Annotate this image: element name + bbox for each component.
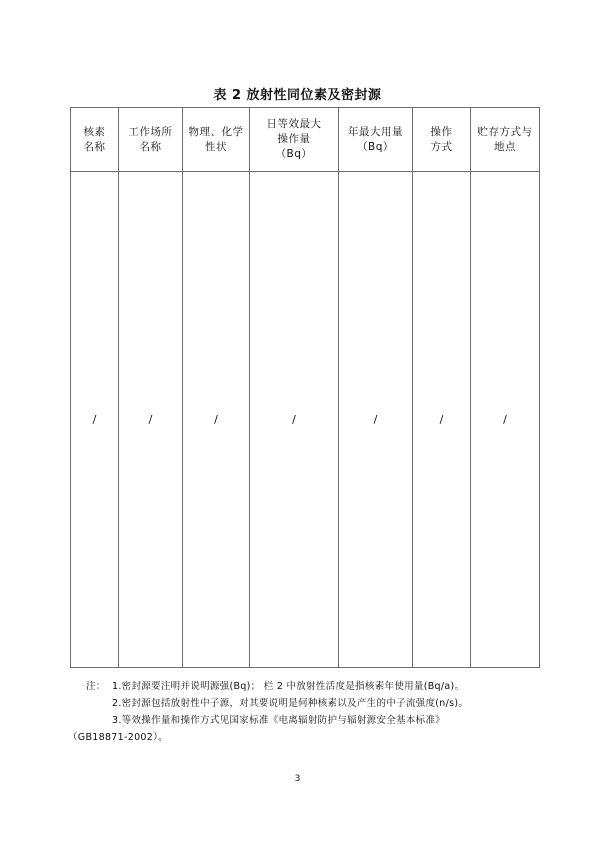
- header-daily-max-operation: 日等效最大 操作量 （Bq）: [250, 108, 339, 172]
- table-cell: /: [71, 172, 119, 668]
- table-row: [71, 172, 540, 668]
- header-annual-max-usage: 年最大用量 （Bq）: [339, 108, 413, 172]
- header-physical-chemical-state: 物理、化学 性状: [183, 108, 250, 172]
- notes-label: 注：: [86, 681, 106, 692]
- table-cell: /: [119, 172, 183, 668]
- header-nuclide-name: 核素 名称: [71, 108, 119, 172]
- page-number: 3: [294, 774, 301, 784]
- radioisotope-table: [70, 107, 540, 668]
- table-cell: /: [250, 172, 339, 668]
- table-cell: /: [413, 172, 471, 668]
- table-header-row: [71, 108, 540, 172]
- note-1: 1.密封源要注明并说明源强(Bq)； 栏 2 中放射性活度是指核素年使用量(Bq/a)。: [112, 681, 465, 692]
- note-3: 3.等效操作量和操作方式见国家标准《电离辐射防护与辐射源安全基本标准》: [112, 715, 446, 726]
- note-3-continuation: （GB18871-2002）。: [68, 732, 168, 743]
- table-notes: [68, 678, 526, 746]
- table-cell: /: [183, 172, 250, 668]
- header-workplace-name: 工作场所 名称: [119, 108, 183, 172]
- table-title: 表 2 放射性同位素及密封源: [213, 88, 382, 103]
- header-operation-mode: 操作 方式: [413, 108, 471, 172]
- table-cell: /: [339, 172, 413, 668]
- table-cell: /: [471, 172, 540, 668]
- note-2: 2.密封源包括放射性中子源，对其要说明是何种核素以及产生的中子流强度(n/s)。: [112, 698, 469, 709]
- header-storage-location: 贮存方式与 地点: [471, 108, 540, 172]
